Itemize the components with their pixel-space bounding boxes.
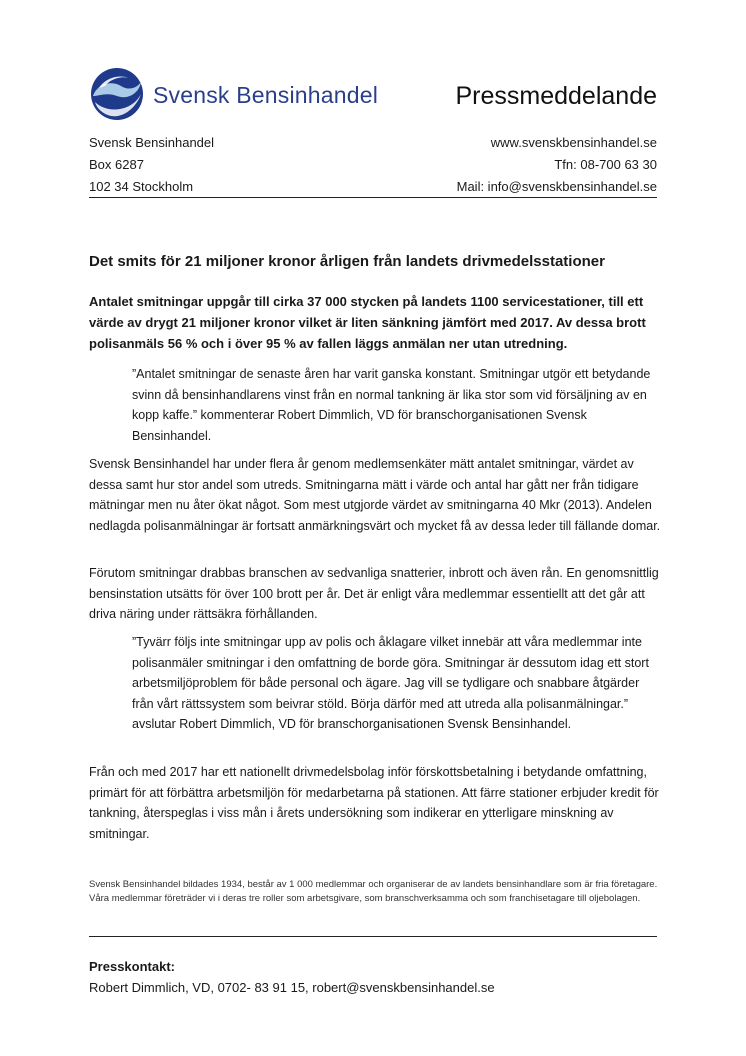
body-paragraph: Svensk Bensinhandel har under flera år genom medlemsenkäter mätt antalet smitningar, värdet av dessa samt hur stor andel som utreds. Smitningarna mätt i värde och antal har gått ner från tidigare mätningar men nu åter ökat något. Som mest utgjorde värdet av smitningarna 40 Mkr (2013). Andelen nedlagda polisanmälningar är fortsatt anmärkningsvärt och mycket få av dessa leder till fällande domar. bbox=[89, 457, 661, 533]
logo-swirl-icon bbox=[89, 66, 145, 122]
company-logo bbox=[89, 66, 389, 126]
address-line: Svensk Bensinhandel bbox=[89, 135, 215, 150]
website-link[interactable]: www.svenskbensinhandel.se bbox=[490, 135, 657, 150]
quote-paragraph: ”Antalet smitningar de senaste åren har varit ganska konstant. Smitningar utgör ett betydande svinn då bensinhandlarens vinst från en normal tankning är lika stor som vid försäljning av en kopp kaffe.” kommenterar Robert Dimmlich, VD för branschorganisationen Svensk Bensinhandel. bbox=[132, 367, 651, 443]
logo-text: Svensk Bensinhandel bbox=[153, 82, 379, 108]
article-lead: Antalet smitningar uppgår till cirka 37 000 stycken på landets 1100 servicestationer, till ett värde av drygt 21 miljoner kronor vilket är liten sänkning jämfört med 2017. Av dessa brott polisanmäls 56 % och i över 95 % av fallen läggs anmälan ner utan utredning. bbox=[89, 294, 646, 351]
press-contact-label: Presskontakt: bbox=[89, 959, 175, 974]
quote-paragraph: ”Tyvärr följs inte smitningar upp av polis och åklagare vilket innebär att våra medlemmar inte polisanmäler smitningar i den omfattning de borde göra. Smitningar är dessutom idag ett stort arbetsmiljöproblem för både personal och ägare. Jag vill se tydligare och snabbare åtgärder från vårt rättssystem som beivrar stöld. Börja därför med att utreda alla polisanmälningar.” avslutar Robert Dimmlich, VD för branschorganisationen Svensk Bensinhandel. bbox=[132, 635, 649, 731]
address-line: Box 6287 bbox=[89, 157, 144, 172]
email-link[interactable]: Mail: info@svenskbensinhandel.se bbox=[456, 179, 657, 194]
phone-number: Tfn: 08-700 63 30 bbox=[554, 157, 657, 172]
body-paragraph: Förutom smitningar drabbas branschen av sedvanliga snatterier, inbrott och även rån. En genomsnittlig bensinstation utsätts för över 100 brott per år. Det är enligt våra medlemmar essentiellt att det går att driva näring under rättsäkra förhållanden. bbox=[89, 566, 659, 621]
organization-footnote: Svensk Bensinhandel bildades 1934, består av 1 000 medlemmar och organiserar de av landets bensinhandlare som är fria företagare. Våra medlemmar företräder vi i deras tre roller som arbetsgivare, som branschverksamma och som franchisetagare till oljebolagen. bbox=[89, 879, 658, 904]
sender-address bbox=[89, 132, 214, 198]
article-headline: Det smits för 21 miljoner kronor årligen från landets drivmedelsstationer bbox=[89, 253, 605, 270]
footer-divider bbox=[89, 936, 657, 937]
contact-info bbox=[457, 132, 657, 198]
document-type-title: Pressmeddelande bbox=[455, 82, 657, 110]
body-paragraph: Från och med 2017 har ett nationellt drivmedelsbolag inför förskottsbetalning i betydande omfattning, primärt för att förbättra arbetsmiljön för medarbetarna på stationen. Att färre stationer erbjuder kredit för tankning, återspeglas i viss mån i årets undersökning som indikerar en ytterligare minskning av smitningar. bbox=[89, 765, 659, 841]
header-divider bbox=[89, 197, 657, 198]
address-line: 102 34 Stockholm bbox=[89, 179, 194, 194]
press-contact-info: Robert Dimmlich, VD, 0702- 83 91 15, robert@svenskbensinhandel.se bbox=[89, 980, 495, 995]
